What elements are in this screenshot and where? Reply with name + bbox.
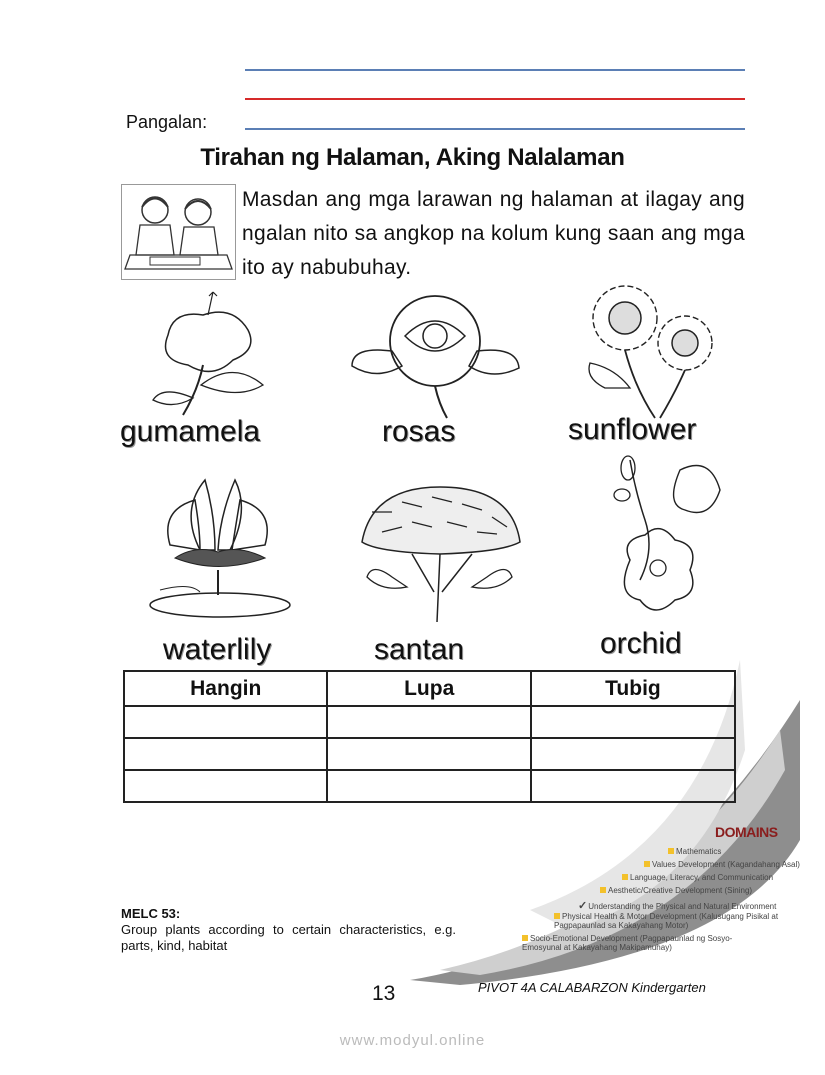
domain-item-label: Mathematics: [676, 847, 722, 856]
domain-item: [668, 847, 721, 856]
flower-label-sunflower: sunflower: [568, 413, 697, 446]
rose-icon: [347, 286, 527, 421]
answer-cell[interactable]: [124, 706, 327, 738]
domain-item: [554, 912, 784, 930]
domain-item: [644, 860, 800, 869]
bullet-icon: [600, 887, 606, 893]
waterlily-icon: [140, 470, 310, 630]
domain-item-label: Socio-Emotional Development (Pagpapaunlad ng Sosyo-Emosyunal at Kakayahang Makipamuhay): [522, 934, 733, 952]
answer-cell[interactable]: [327, 770, 530, 802]
domain-item-label: Physical Health & Motor Development (Kalusugang Pisikal at Pagpapaunlad sa Kakayahang Motor): [554, 912, 779, 930]
orchid-icon: [600, 450, 740, 630]
answer-cell[interactable]: [124, 738, 327, 770]
santan-icon: [352, 482, 527, 627]
answer-cell[interactable]: [531, 738, 735, 770]
kids-studying-image: [121, 184, 236, 280]
sunflower-icon: [575, 278, 725, 423]
bullet-icon: [522, 935, 528, 941]
watermark: www.modyul.online: [339, 1032, 486, 1049]
column-header-tubig: Tubig: [531, 671, 735, 706]
domain-item-checked: [578, 899, 776, 912]
bullet-icon: [622, 874, 628, 880]
column-header-lupa: Lupa: [327, 671, 530, 706]
domains-title: DOMAINS: [715, 824, 778, 840]
melc-description: Group plants according to certain characteristics, e.g. parts, kind, habitat: [121, 922, 456, 953]
series-label: PIVOT 4A CALABARZON Kindergarten: [478, 980, 706, 995]
header-line-middle: [245, 98, 745, 100]
domain-item: [600, 886, 752, 895]
page-title: Tirahan ng Halaman, Aking Nalalaman: [200, 144, 625, 171]
answer-cell[interactable]: [327, 706, 530, 738]
bullet-icon: [644, 861, 650, 867]
domain-item-label: Language, Literacy, and Communication: [630, 873, 774, 882]
flower-label-orchid: orchid: [600, 627, 682, 660]
table-header-row: [124, 671, 735, 706]
flower-label-gumamela: gumamela: [120, 415, 261, 448]
flower-label-rosas: rosas: [382, 415, 456, 448]
table-row: [124, 738, 735, 770]
table-row: [124, 770, 735, 802]
column-header-hangin: Hangin: [124, 671, 327, 706]
name-label: Pangalan:: [126, 112, 208, 132]
answer-cell[interactable]: [327, 738, 530, 770]
answer-cell[interactable]: [531, 770, 735, 802]
answer-cell[interactable]: [531, 706, 735, 738]
answer-cell[interactable]: [124, 770, 327, 802]
domain-item-label: Aesthetic/Creative Development (Sining): [608, 886, 753, 895]
flower-label-santan: santan: [374, 633, 465, 666]
page-number: 13: [372, 982, 396, 1005]
melc-title: MELC 53:: [121, 906, 181, 921]
flower-label-waterlily: waterlily: [163, 633, 272, 666]
name-field-line[interactable]: [245, 128, 745, 130]
instruction-text: Masdan ang mga larawan ng halaman at ilagay ang ngalan nito sa angkop na kolum kung saan ang mga ito ay nabubuhay.: [242, 188, 745, 279]
header-line-top: [245, 69, 745, 71]
bullet-icon: [554, 913, 560, 919]
domain-item: [522, 934, 742, 952]
hibiscus-icon: [143, 290, 273, 420]
table-row: [124, 706, 735, 738]
domain-item-label: Understanding the Physical and Natural Environment: [588, 902, 777, 911]
domain-item-label: Values Development (Kagandahang Asal): [652, 860, 800, 869]
checkmark-icon: ✓: [578, 900, 588, 912]
habitat-table: [123, 670, 736, 803]
bullet-icon: [668, 848, 674, 854]
domain-item: [622, 873, 773, 882]
